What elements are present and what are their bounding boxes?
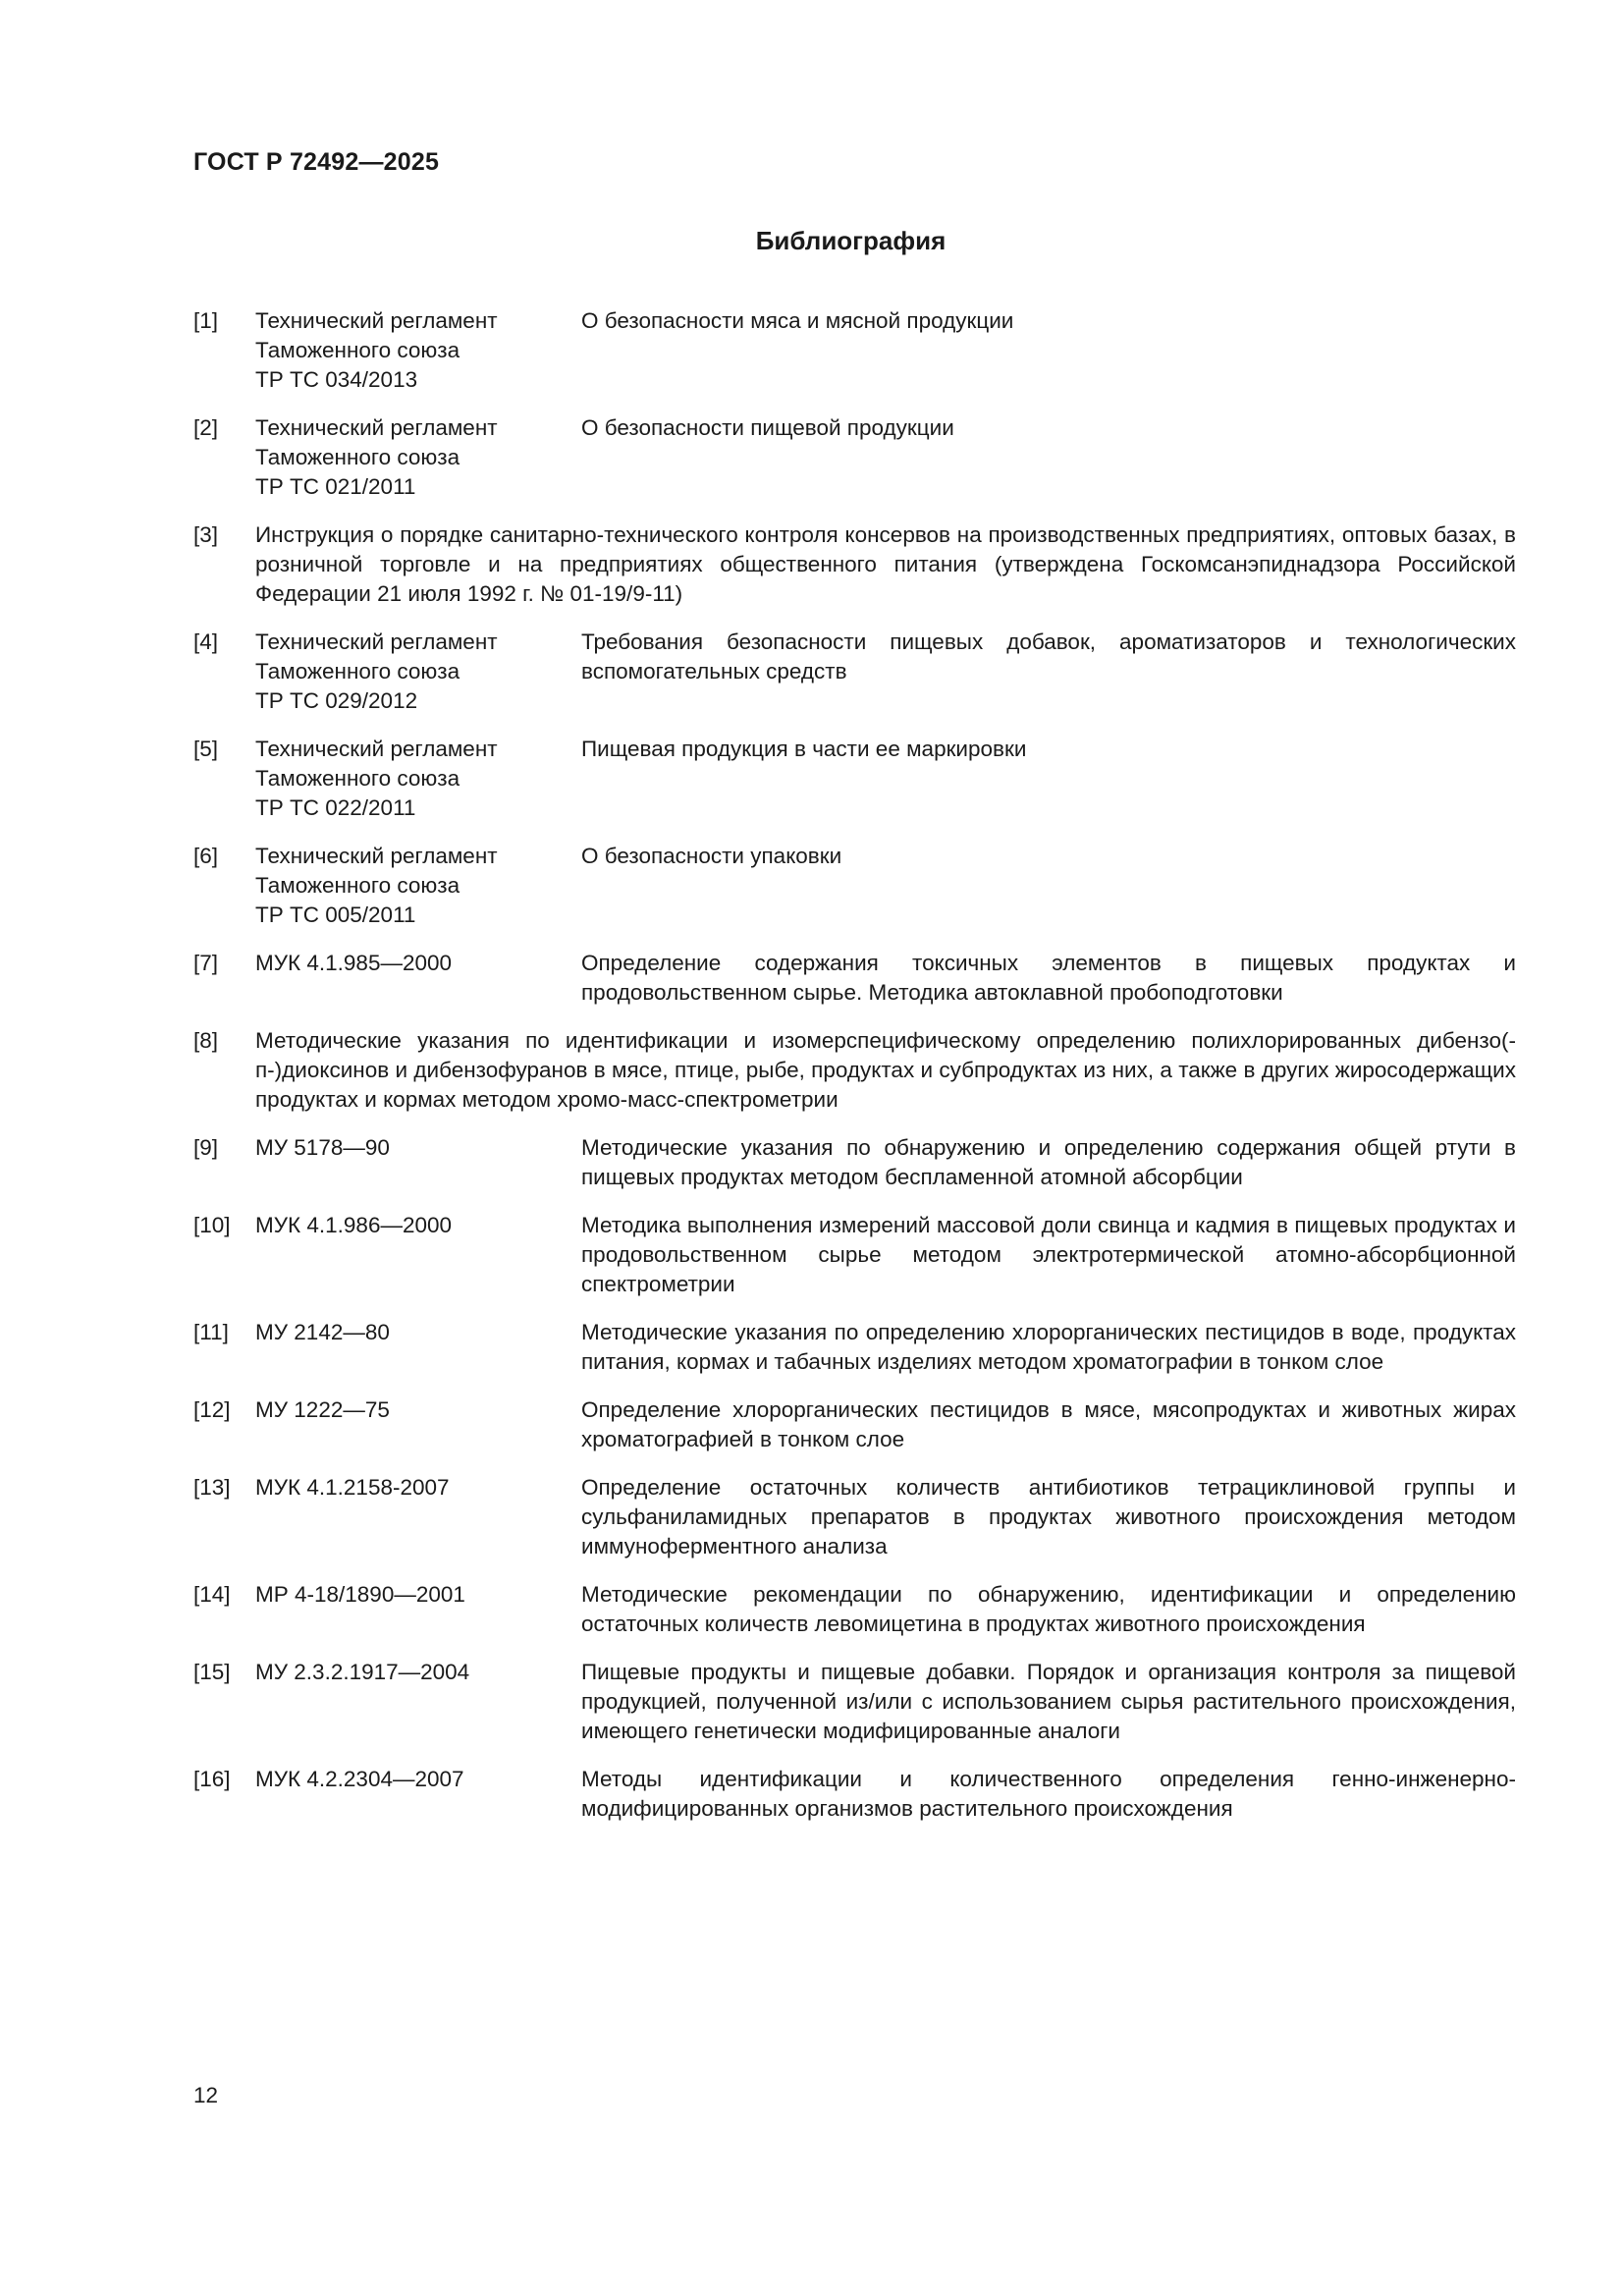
entry-reference: Технический регламент Таможенного союза ТР ТС 005/2011 xyxy=(255,844,498,927)
entry-full-text: Методические указания по идентификации и изомерспецифическому определению полихлорированных дибензо(-п-)диоксинов и дибензофуранов в мясе, птице, рыбе, продуктах и субпродуктах из них, а также в других жиросодержащих продуктах и кормах методом хромо-масс-спектрометрии xyxy=(255,1028,1516,1112)
entry-full-text: Инструкция о порядке санитарно-технического контроля консервов на производственных предприятиях, оптовых базах, в розничной торговле и на предприятиях общественного питания (утверждена Госкомсанэпиднадзора Российской Федерации 21 июля 1992 г. № 01-19/9-11) xyxy=(255,522,1516,606)
entry-reference: МУ 2142—80 xyxy=(255,1320,390,1344)
entry-reference: МУ 5178—90 xyxy=(255,1135,390,1160)
entry-reference: Технический регламент Таможенного союза ТР ТС 034/2013 xyxy=(255,308,498,392)
entry-title: О безопасности мяса и мясной продукции xyxy=(581,308,1014,333)
bibliography-entry xyxy=(193,1395,1516,1454)
entry-number: [9] xyxy=(193,1135,219,1160)
bibliography-entry xyxy=(193,1133,1516,1192)
entry-reference: МУК 4.1.986—2000 xyxy=(255,1213,453,1237)
bibliography-entry xyxy=(193,949,1516,1008)
entry-reference: Технический регламент Таможенного союза ТР ТС 022/2011 xyxy=(255,737,498,820)
document-code-header: ГОСТ Р 72492—2025 xyxy=(193,148,440,176)
section-title: Библиография xyxy=(755,226,947,255)
entry-number: [5] xyxy=(193,737,219,761)
bibliography-entry xyxy=(193,628,1516,716)
entry-reference: МУК 4.2.2304—2007 xyxy=(255,1767,464,1791)
bibliography-entry xyxy=(193,1473,1516,1561)
entry-title: Методические указания по определению хлорорганических пестицидов в воде, продуктах питания, кормах и табачных изделиях методом хроматографии в тонком слое xyxy=(581,1320,1516,1374)
bibliography-entry xyxy=(193,1318,1516,1377)
page-number: 12 xyxy=(193,2083,219,2107)
entry-reference: МУК 4.1.2158-2007 xyxy=(255,1475,450,1500)
entry-title: Определение остаточных количеств антибиотиков тетрациклиновой группы и сульфаниламидных препаратов в продуктах животного происхождения методом иммуноферментного анализа xyxy=(581,1475,1516,1558)
entry-number: [13] xyxy=(193,1475,231,1500)
entry-reference: Технический регламент Таможенного союза ТР ТС 021/2011 xyxy=(255,415,498,499)
bibliography-entry xyxy=(193,1211,1516,1299)
bibliography-entry xyxy=(193,520,1516,609)
entry-number: [10] xyxy=(193,1213,231,1237)
entry-number: [1] xyxy=(193,308,219,333)
bibliography-entry xyxy=(193,1026,1516,1115)
entry-title: Определение хлорорганических пестицидов в мясе, мясопродуктах и животных жирах хроматографией в тонком слое xyxy=(581,1397,1516,1451)
bibliography-list xyxy=(193,306,1516,1842)
entry-title: Методические указания по обнаружению и определению содержания общей ртути в пищевых продуктах методом беспламенной атомной абсорбции xyxy=(581,1135,1516,1189)
entry-number: [2] xyxy=(193,415,219,440)
entry-number: [6] xyxy=(193,844,219,868)
entry-title: Пищевая продукция в части ее маркировки xyxy=(581,737,1027,761)
entry-title: О безопасности пищевой продукции xyxy=(581,415,954,440)
entry-number: [16] xyxy=(193,1767,231,1791)
entry-number: [15] xyxy=(193,1660,231,1684)
entry-title: Пищевые продукты и пищевые добавки. Порядок и организация контроля за пищевой продукцией, полученной из/или с использованием сырья растительного происхождения, имеющего генетически модифицированные аналоги xyxy=(581,1660,1516,1743)
entry-title: Требования безопасности пищевых добавок, ароматизаторов и технологических вспомогательных средств xyxy=(581,629,1516,683)
bibliography-entry xyxy=(193,842,1516,930)
bibliography-entry xyxy=(193,413,1516,502)
entry-title: Определение содержания токсичных элементов в пищевых продуктах и продовольственном сырье. Методика автоклавной пробоподготовки xyxy=(581,951,1516,1005)
entry-reference: МУ 1222—75 xyxy=(255,1397,390,1422)
entry-reference: МУ 2.3.2.1917—2004 xyxy=(255,1660,470,1684)
entry-number: [3] xyxy=(193,522,219,547)
entry-number: [11] xyxy=(193,1320,229,1344)
entry-title: О безопасности упаковки xyxy=(581,844,842,868)
entry-reference: МР 4-18/1890—2001 xyxy=(255,1582,465,1607)
entry-title: Методы идентификации и количественного определения генно-инженерно-модифицированных организмов растительного происхождения xyxy=(581,1767,1516,1821)
bibliography-entry xyxy=(193,306,1516,395)
entry-number: [14] xyxy=(193,1582,231,1607)
entry-number: [12] xyxy=(193,1397,231,1422)
bibliography-entry xyxy=(193,1580,1516,1639)
bibliography-entry xyxy=(193,1658,1516,1746)
entry-reference: Технический регламент Таможенного союза ТР ТС 029/2012 xyxy=(255,629,498,713)
entry-title: Методика выполнения измерений массовой доли свинца и кадмия в пищевых продуктах и продовольственном сырье методом электротермической атомно-абсорбционной спектрометрии xyxy=(581,1213,1516,1296)
entry-number: [7] xyxy=(193,951,219,975)
bibliography-entry xyxy=(193,735,1516,823)
entry-number: [4] xyxy=(193,629,219,654)
entry-reference: МУК 4.1.985—2000 xyxy=(255,951,453,975)
bibliography-entry xyxy=(193,1765,1516,1824)
entry-number: [8] xyxy=(193,1028,219,1053)
entry-title: Методические рекомендации по обнаружению, идентификации и определению остаточных количеств левомицетина в продуктах животного происхождения xyxy=(581,1582,1516,1636)
